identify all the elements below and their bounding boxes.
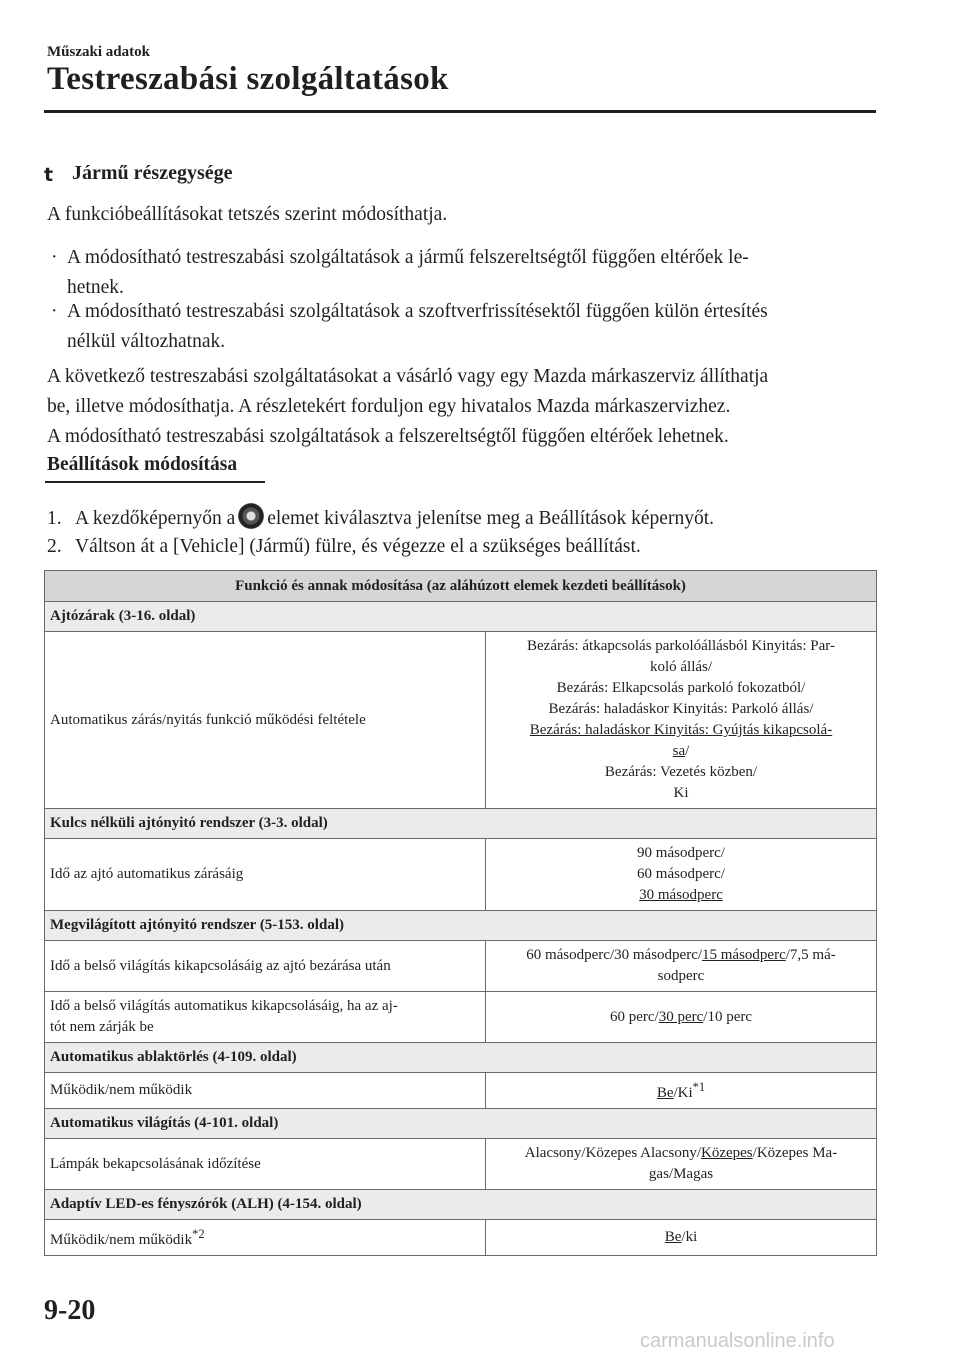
step-item	[47, 503, 714, 534]
table-row	[45, 1139, 877, 1190]
option-text: Bezárás: Elkapcsolás parkoló fokozatból/	[556, 680, 806, 696]
function-text: Automatikus zárás/nyitás funkció működési feltétele	[50, 711, 366, 728]
group-title: Ajtózárak (3-16. oldal)	[45, 602, 877, 632]
group-title: Kulcs nélküli ajtónyitó rendszer (3-3. oldal)	[45, 809, 877, 839]
options-cell	[486, 992, 877, 1043]
subsection-heading: Beállítások módosítása	[47, 454, 238, 475]
option-line	[491, 843, 871, 864]
option-line	[491, 864, 871, 885]
option-text: gas/Magas	[648, 1166, 714, 1182]
page-title: Testreszabási szolgáltatások	[47, 61, 449, 97]
default-option: 30 másodperc	[639, 887, 723, 903]
option-text: koló állás/	[649, 659, 713, 675]
footnote-marker: *1	[692, 1080, 706, 1094]
option-line	[491, 783, 871, 804]
group-title: Automatikus ablaktörlés (4-109. oldal)	[45, 1043, 877, 1073]
option-line	[491, 762, 871, 783]
table-group-row	[45, 911, 877, 941]
option-text: /7,5 má-	[785, 947, 836, 963]
intro-paragraph: A funkcióbeállításokat tetszés szerint módosíthatja.	[47, 204, 448, 225]
option-line	[491, 1007, 871, 1028]
section-heading: Jármű részegysége	[72, 162, 233, 184]
option-text: /	[685, 743, 690, 759]
option-line	[491, 678, 871, 699]
section-marker-icon: t	[44, 164, 54, 186]
subsection-underline	[45, 481, 265, 483]
default-option: 15 másodperc	[702, 947, 786, 963]
options-cell	[486, 1073, 877, 1109]
option-line	[491, 1227, 871, 1248]
option-text: 90 másodperc/	[637, 845, 725, 861]
table-group-row	[45, 1043, 877, 1073]
option-line	[491, 1164, 871, 1185]
option-text: Ki	[673, 785, 689, 801]
footnote-marker: *2	[192, 1227, 205, 1241]
paragraph-line: be, illetve módosíthatja. A részletekért forduljon egy hivatalos Mazda márkaszervizhez.	[47, 396, 731, 417]
step-text: elemet kiválasztva jelenítse meg a Beállítások képernyőt.	[267, 508, 714, 529]
function-cell	[45, 941, 486, 992]
options-cell	[486, 632, 877, 809]
default-option: 30 perc	[658, 1008, 704, 1025]
option-line	[491, 966, 871, 987]
table-row	[45, 1220, 877, 1256]
step-text: Váltson át a [Vehicle] (Jármű) fülre, és végezze el a szükséges beállítást.	[75, 536, 641, 557]
function-text: Idő az ajtó automatikus zárásáig	[50, 866, 244, 882]
function-text: Idő a belső világítás automatikus kikapcsolásáig, ha az aj-	[50, 998, 398, 1014]
option-line	[491, 741, 871, 762]
settings-table	[44, 570, 877, 1256]
option-text: /Ki	[673, 1085, 693, 1101]
options-cell	[486, 1139, 877, 1190]
table-row	[45, 632, 877, 809]
function-cell	[45, 1139, 486, 1190]
function-text: Lámpák bekapcsolásának időzítése	[50, 1155, 261, 1172]
default-option: Közepes	[701, 1145, 753, 1161]
option-line	[491, 720, 871, 741]
bullet-line: nélkül változhatnak.	[67, 331, 226, 352]
options-cell	[486, 941, 877, 992]
function-text: Működik/nem működik	[50, 1082, 193, 1098]
table-header: Funkció és annak módosítása (az aláhúzott elemek kezdeti beállítások)	[45, 571, 877, 602]
paragraph-line: A módosítható testreszabási szolgáltatások a felszereltségtől függően eltérőek lehetnek.	[47, 426, 729, 447]
title-divider	[44, 110, 876, 113]
function-cell	[45, 632, 486, 809]
option-line	[491, 1143, 871, 1164]
option-text: Bezárás: haladáskor Kinyitás: Parkoló állás/	[548, 701, 814, 717]
table-row	[45, 992, 877, 1043]
breadcrumb: Műszaki adatok	[47, 44, 150, 60]
option-text: 60 másodperc/	[637, 866, 725, 882]
option-text: 60 perc/	[609, 1008, 659, 1025]
options-cell	[486, 1220, 877, 1256]
group-title: Megvilágított ajtónyitó rendszer (5-153. oldal)	[45, 911, 877, 941]
option-line	[491, 1077, 871, 1104]
step-text: A kezdőképernyőn a	[75, 508, 236, 529]
table-group-row	[45, 602, 877, 632]
function-text: Működik/nem működik	[50, 1232, 193, 1248]
option-text: Bezárás: Vezetés közben/	[604, 764, 758, 780]
option-text: 60 másodperc/30 másodperc/	[526, 947, 703, 963]
table-group-row	[45, 1109, 877, 1139]
option-line	[491, 885, 871, 906]
default-option: Bezárás: haladáskor Kinyitás: Gyújtás kikapcsolá-	[529, 722, 833, 738]
table-row	[45, 1073, 877, 1109]
option-line	[491, 699, 871, 720]
option-text: /10 perc	[703, 1008, 753, 1025]
function-cell	[45, 839, 486, 911]
bullet-dot: ·	[51, 247, 58, 268]
option-line	[491, 657, 871, 678]
group-title: Adaptív LED-es fényszórók (ALH) (4-154. oldal)	[45, 1190, 877, 1220]
bullet-line: A módosítható testreszabási szolgáltatások a szoftverfrissítésektől függően külön értesítés	[67, 301, 768, 322]
watermark: carmanualsonline.info	[640, 1330, 835, 1352]
table-body	[45, 602, 877, 1256]
settings-gear-icon	[238, 503, 264, 529]
table-row	[45, 941, 877, 992]
function-cell	[45, 1073, 486, 1109]
table-row	[45, 839, 877, 911]
step-number: 1.	[47, 508, 62, 529]
function-cell	[45, 992, 486, 1043]
default-option: Be	[656, 1085, 674, 1101]
function-text: Idő a belső világítás kikapcsolásáig az ajtó bezárása után	[50, 957, 391, 974]
page-number: 9-20	[44, 1295, 96, 1326]
table-group-row	[45, 1190, 877, 1220]
option-text: Bezárás: átkapcsolás parkolóállásból Kinyitás: Par-	[527, 638, 835, 654]
bullet-line: A módosítható testreszabási szolgáltatások a jármű felszereltségtől függően eltérőek le-	[67, 247, 749, 268]
bullet-line: hetnek.	[67, 277, 124, 298]
group-title: Automatikus világítás (4-101. oldal)	[45, 1109, 877, 1139]
option-text: /Közepes Ma-	[752, 1145, 838, 1161]
info-paragraph	[47, 362, 877, 452]
table-group-row	[45, 809, 877, 839]
step-number: 2.	[47, 536, 62, 557]
option-text: sodperc	[657, 968, 705, 984]
options-cell	[486, 839, 877, 911]
default-option: sa	[672, 743, 686, 759]
step-item	[47, 532, 641, 562]
option-text: /ki	[681, 1229, 698, 1245]
option-line	[491, 636, 871, 657]
function-cell	[45, 1220, 486, 1256]
default-option: Be	[664, 1229, 682, 1245]
bullet-dot: ·	[51, 301, 58, 322]
option-line	[491, 945, 871, 966]
table-header-row	[45, 571, 877, 602]
paragraph-line: A következő testreszabási szolgáltatásokat a vásárló vagy egy Mazda márkaszerviz állíthatja	[47, 366, 769, 387]
option-text: Alacsony/Közepes Alacsony/	[524, 1145, 701, 1161]
function-text: tót nem zárják be	[50, 1019, 154, 1035]
